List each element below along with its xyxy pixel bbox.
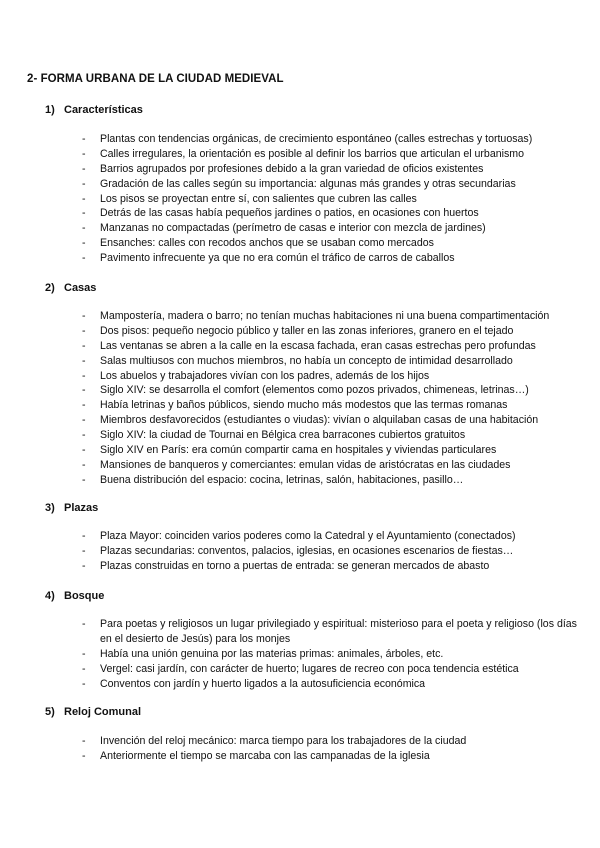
section-heading-caracteristicas [45,104,143,116]
bullet-dash: - [82,544,86,557]
section-title: Bosque [64,590,105,602]
bullet-dash: - [82,473,86,486]
bullet-dash: - [82,559,86,572]
section-title: Casas [64,282,97,294]
section-number: 4) [45,590,55,602]
bullet-dash: - [82,369,86,382]
bullet-dash: - [82,222,86,235]
bullet-dash: - [82,177,86,190]
bullet-dash: - [82,444,86,457]
section-number: 5) [45,706,55,718]
section-heading-reloj-comunal [45,706,141,718]
bullet-dash: - [82,192,86,205]
section-title: Reloj Comunal [64,706,142,718]
bullet-dash: - [82,458,86,471]
bullet-dash: - [82,354,86,367]
section-title: Plazas [64,502,99,514]
bullet-dash: - [82,162,86,175]
bullet-dash: - [82,339,86,352]
bullet-dash: - [82,677,86,690]
bullet-dash: - [82,207,86,220]
bullet-dash: - [82,133,86,145]
bullet-dash: - [82,618,86,630]
bullet-dash: - [82,749,86,762]
bullet-dash: - [82,237,86,250]
bullet-dash: - [82,399,86,412]
bullet-dash: - [82,530,86,542]
section-title: Características [64,104,143,116]
bullet-dash: - [82,647,86,660]
bullet-dash: - [82,310,86,322]
bullet-dash: - [82,662,86,675]
bullet-dash: - [82,384,86,397]
section-heading-bosque [45,590,104,602]
section-number: 2) [45,282,55,294]
bullet-dash: - [82,735,86,747]
page-title: 2- FORMA URBANA DE LA CIUDAD MEDIEVAL [27,73,284,85]
bullet-dash: - [82,252,86,265]
bullet-dash: - [82,414,86,427]
section-heading-casas [45,282,96,294]
bullet-dash: - [82,147,86,160]
section-number: 3) [45,502,55,514]
document-page: 2- FORMA URBANA DE LA CIUDAD MEDIEVAL 1) Características - Plantas con tendencias orgánicas, de crecimiento espontáneo (calles estrechas y tortuosas) - Calles irregulares, la orientación es posible al definir los barrios que articulan el urbanismo - Barrios agrupados por profesiones debido a la gran variedad de oficios existentes - Gradación de las calles según su importancia: algunas más grandes y otras secundarias - Los pisos se proyectan entre sí, con salientes que cubren las calles - Detrás de las casas había pequeños jardines o patios, en ocasiones con huertos - Manzanas no compactadas (perímetro de casas e interior con mezcla de jardines) - Ensanches: calles con recodos anchos que se usaban como mercados - Pavimento infrecuente ya que no era común el tráfico de carros de caballos 2) Casas - Mampostería, madera o barro; no tenían muchas habitaciones ni una buena compartimentación - Dos pisos: pequeño negocio público y taller en las zonas inferiores, granero en el tejado - Las ventanas se abren a la calle en la escasa fachada, eran casas estrechas pero profundas - Salas multiusos con muchos miembros, no había un concepto de intimidad desarrollado - Los abuelos y trabajadores vivían con los padres, además de los hijos - Siglo XIV: se desarrolla el comfort (elementos como pozos privados, chimeneas, letrinas…) - Había letrinas y baños públicos, siendo mucho más modestos que las termas romanas - Miembros desfavorecidos (estudiantes o viudas): vivían o alquilaban casas de una habitación - Siglo XIV: la ciudad de Tournai en Bélgica crea barracones cubiertos gratuitos - Siglo XIV en París: era común compartir cama en hospitales y viviendas particulares - Mansiones de banqueros y comerciantes: emulan vidas de aristócratas en las ciudades - Buena distribución del espacio: cocina, letrinas, salón, habitaciones, pasillo… 3) Plazas - Plaza Mayor: coinciden varios poderes como la Catedral y el Ayuntamiento (conectados) - Plazas secundarias: conventos, palacios, iglesias, en ocasiones escenarios de fiestas… - Plazas construidas en torno a puertas de entrada: se generan mercados de abasto 4) Bosque - Para poetas y religiosos un lugar privilegiado y espiritual: misterioso para el poeta y religioso (los días en el desierto de Jesús) para los monjes - Había una unión genuina por las materias primas: animales, árboles, etc. - Vergel: casi jardín, con carácter de huerto; lugares de recreo con poca tendencia estética - Conventos con jardín y huerto ligados a la autosuficiencia económica 5) Reloj Comunal - Invención del reloj mecánico: marca tiempo para los trabajadores de la ciudad - Anteriormente el tiempo se marcaba con las campanadas de la iglesia [27,73,577,762]
section-number: 1) [45,104,55,116]
section-heading-plazas [45,502,98,514]
bullet-dash: - [82,429,86,442]
bullet-dash: - [82,324,86,337]
